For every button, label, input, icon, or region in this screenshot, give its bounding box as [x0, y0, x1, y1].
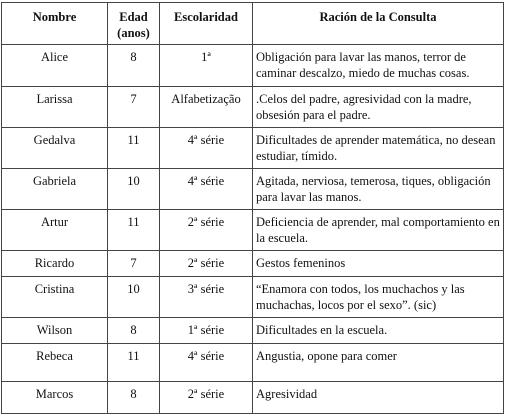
cell-edad: 8: [108, 382, 160, 414]
table-row: [2, 210, 504, 251]
cell-escolaridad: 4ª série: [160, 169, 253, 210]
header-razon: Ración de la Consulta: [253, 3, 504, 45]
consultation-table: [1, 2, 504, 414]
cell-razon: Gestos femeninos: [253, 251, 504, 277]
cell-razon: Deficiencia de aprender, mal comportamiento en la escuela.: [253, 210, 504, 251]
header-nombre: Nombre: [2, 3, 108, 45]
cell-nombre: Wilson: [2, 318, 108, 344]
cell-razon: Dificultades de aprender matemática, no desean estudiar, tímido.: [253, 128, 504, 169]
table-row: [2, 128, 504, 169]
table-row: [2, 169, 504, 210]
cell-razon: Dificultades en la escuela.: [253, 318, 504, 344]
cell-escolaridad: 1ª série: [160, 318, 253, 344]
cell-edad: 8: [108, 45, 160, 87]
cell-razon: Angustia, opone para comer: [253, 344, 504, 382]
cell-razon: Obligación para lavar las manos, terror de caminar descalzo, miedo de muchas cosas.: [253, 45, 504, 87]
cell-nombre: Gabriela: [2, 169, 108, 210]
cell-nombre: Larissa: [2, 87, 108, 128]
cell-escolaridad: 2ª série: [160, 251, 253, 277]
cell-nombre: Rebeca: [2, 344, 108, 382]
cell-edad: 11: [108, 128, 160, 169]
table-row: [2, 318, 504, 344]
cell-edad: 8: [108, 318, 160, 344]
cell-razon: “Enamora con todos, los muchachos y las muchachas, locos por el sexo”. (sic): [253, 277, 504, 318]
cell-nombre: Gedalva: [2, 128, 108, 169]
cell-escolaridad: 3ª série: [160, 277, 253, 318]
table-row: [2, 87, 504, 128]
cell-razon: .Celos del padre, agresividad con la madre, obsesión para el padre.: [253, 87, 504, 128]
cell-edad: 10: [108, 277, 160, 318]
cell-nombre: Artur: [2, 210, 108, 251]
cell-razon: Agitada, nerviosa, temerosa, tiques, obligación para lavar las manos.: [253, 169, 504, 210]
table-row: [2, 45, 504, 87]
cell-nombre: Alice: [2, 45, 108, 87]
cell-nombre: Cristina: [2, 277, 108, 318]
header-edad: Edad (anos): [108, 3, 160, 45]
cell-escolaridad: 1ª: [160, 45, 253, 87]
cell-escolaridad: 2ª série: [160, 210, 253, 251]
cell-edad: 7: [108, 87, 160, 128]
cell-edad: 11: [108, 344, 160, 382]
table-header-row: [2, 3, 504, 45]
table-row: [2, 344, 504, 382]
header-escolaridad: Escolaridad: [160, 3, 253, 45]
cell-nombre: Marcos: [2, 382, 108, 414]
cell-escolaridad: Alfabetização: [160, 87, 253, 128]
cell-edad: 11: [108, 210, 160, 251]
cell-escolaridad: 2ª série: [160, 382, 253, 414]
cell-escolaridad: 4ª série: [160, 344, 253, 382]
table-row: [2, 251, 504, 277]
cell-edad: 10: [108, 169, 160, 210]
cell-razon: Agresividad: [253, 382, 504, 414]
cell-escolaridad: 4ª série: [160, 128, 253, 169]
table-row: [2, 277, 504, 318]
cell-nombre: Ricardo: [2, 251, 108, 277]
cell-edad: 7: [108, 251, 160, 277]
